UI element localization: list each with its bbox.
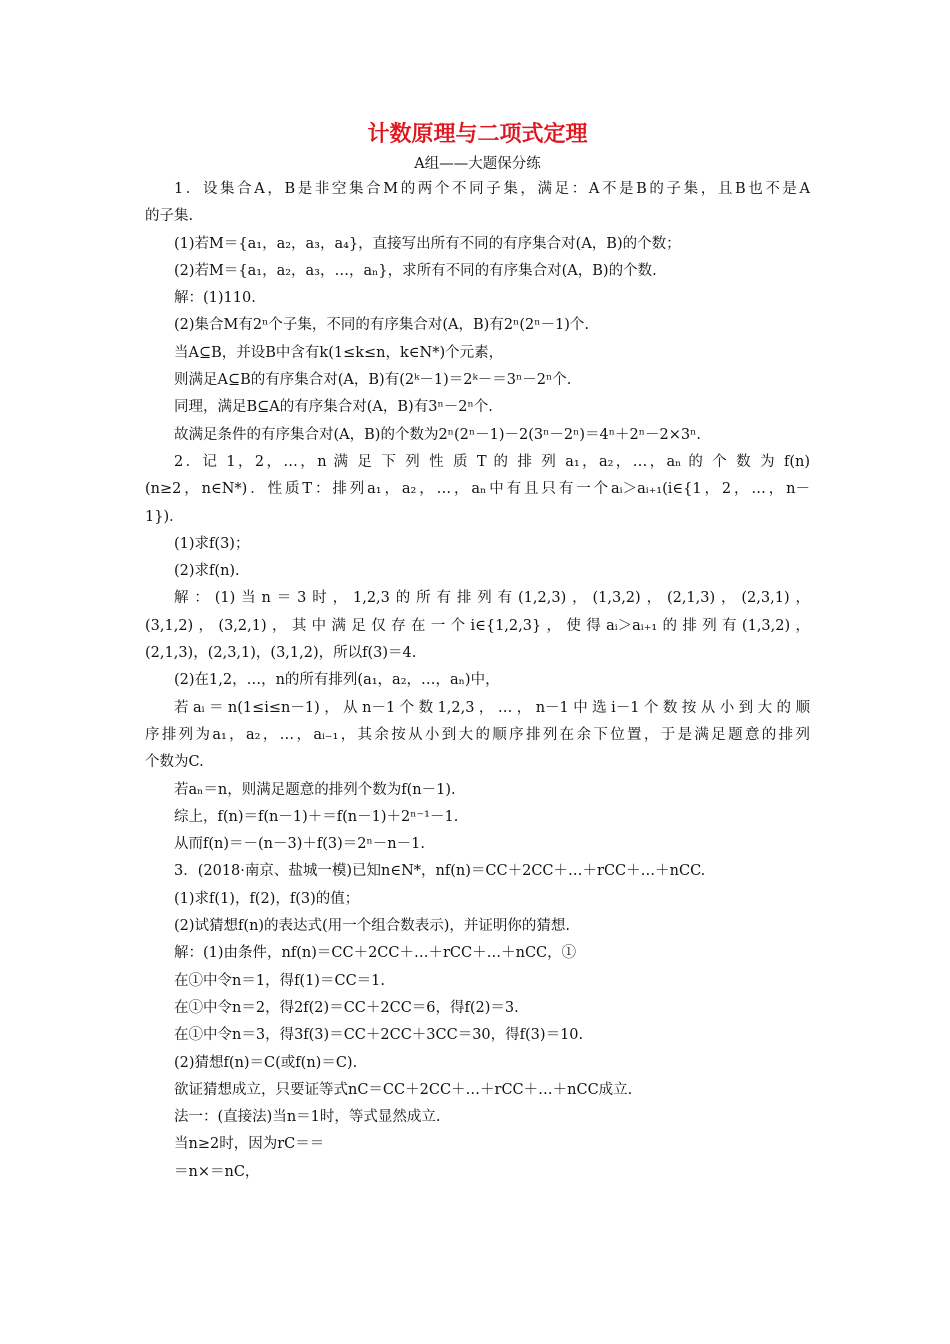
text-line: 1．设集合A，B是非空集合M的两个不同子集，满足：A不是B的子集，且B也不是A [174, 181, 810, 197]
text-line: (1)若M＝{a₁，a₂，a₃，a₄}，直接写出所有不同的有序集合对(A，B)的个数； [174, 235, 681, 252]
document-subtitle: A组——大题保分练 [414, 156, 541, 172]
text-line: 若aₙ＝n，则满足题意的排列个数为f(n－1). [174, 781, 456, 798]
text-line: (2,1,3)，(2,3,1)，(3,1,2)，所以f(3)＝4. [145, 645, 417, 662]
text-line: 综上，f(n)＝f(n－1)＋＝f(n－1)＋2ⁿ⁻¹－1. [174, 808, 459, 825]
text-line: (1)求f(1)，f(2)，f(3)的值； [174, 890, 360, 907]
text-line: 同理，满足B⊆A的有序集合对(A，B)有3ⁿ－2ⁿ个. [174, 399, 493, 416]
text-line: 当n≥2时，因为rC＝＝ [174, 1136, 325, 1153]
text-line: 个数为C. [145, 754, 204, 771]
document-body [145, 176, 810, 1186]
text-line: (2)若M＝{a₁，a₂，a₃，…，aₙ}，求所有不同的有序集合对(A，B)的个数. [174, 262, 657, 279]
document-page [145, 118, 810, 1186]
text-line: (2)猜想f(n)＝C(或f(n)＝C). [174, 1054, 358, 1071]
text-line: 在①中令n＝3，得3f(3)＝CC＋2CC＋3CC＝30，得f(3)＝10. [174, 1027, 584, 1044]
text-line: (3,1,2)，(3,2,1)，其中满足仅存在一个i∈{1,2,3}，使得aᵢ＞aᵢ₊₁的排列有(1,3,2)， [145, 617, 810, 634]
text-line: (1)求f(3)； [174, 535, 250, 552]
text-line: 从而f(n)＝－(n－3)＋f(3)＝2ⁿ－n－1. [174, 836, 425, 853]
text-line: 故满足条件的有序集合对(A，B)的个数为2ⁿ(2ⁿ－1)－2(3ⁿ－2ⁿ)＝4ⁿ＋2ⁿ－2×3ⁿ. [174, 426, 701, 443]
text-line: 法一：(直接法)当n＝1时，等式显然成立. [174, 1109, 441, 1126]
document-title: 计数原理与二项式定理 [367, 122, 588, 147]
text-line: 在①中令n＝1，得f(1)＝CC＝1. [174, 972, 385, 989]
text-line: 若aᵢ＝n(1≤i≤n－1)，从n－1个数1,2,3，…，n－1中选i－1个数按从小到大的顺 [174, 699, 810, 716]
text-line: (2)求f(n). [174, 563, 240, 580]
text-line: (2)集合M有2ⁿ个子集，不同的有序集合对(A，B)有2ⁿ(2ⁿ－1)个. [174, 317, 589, 334]
text-line: (2)在1,2，…，n的所有排列(a₁，a₂，…，aₙ)中， [174, 672, 500, 689]
text-line: 解：(1)由条件，nf(n)＝CC＋2CC＋…＋rCC＋…＋nCC，① [174, 945, 577, 962]
text-line: (n≥2，n∈N*)．性质T：排列a₁，a₂，…，aₙ中有且只有一个aᵢ＞aᵢ₊₁(i∈{1，2，…，n－ [145, 481, 810, 498]
text-line: ＝n×＝nC， [174, 1163, 260, 1180]
text-line: 序排列为a₁，a₂，…，aᵢ₋₁，其余按从小到大的顺序排列在余下位置，于是满足题意的排列 [145, 726, 810, 743]
text-line: 1})． [145, 508, 184, 525]
text-line: 3．(2018·南京、盐城一模)已知n∈N*，nf(n)＝CC＋2CC＋…＋rCC＋…＋nCC. [174, 863, 706, 880]
text-line: 欲证猜想成立，只要证等式nC＝CC＋2CC＋…＋rCC＋…＋nCC成立. [174, 1081, 633, 1098]
text-line: (2)试猜想f(n)的表达式(用一个组合数表示)，并证明你的猜想. [174, 918, 570, 935]
text-line: 当A⊆B，并设B中含有k(1≤k≤n，k∈N*)个元素， [174, 344, 504, 361]
text-line: 2．记 1，2，…，n 满 足 下 列 性 质 T 的 排 列 a₁，a₂，…，aₙ 的 个 数 为 f(n) [174, 453, 810, 470]
text-line: 在①中令n＝2，得2f(2)＝CC＋2CC＝6，得f(2)＝3. [174, 999, 519, 1016]
text-line: 的子集. [145, 208, 194, 225]
text-line: 解：(1)110. [174, 290, 256, 307]
text-line: 解：(1)当n＝3时，1,2,3的所有排列有(1,2,3)，(1,3,2)，(2,1,3)，(2,3,1)， [174, 590, 810, 607]
text-line: 则满足A⊆B的有序集合对(A，B)有(2ᵏ－1)＝2ᵏ－＝3ⁿ－2ⁿ个. [174, 372, 572, 389]
